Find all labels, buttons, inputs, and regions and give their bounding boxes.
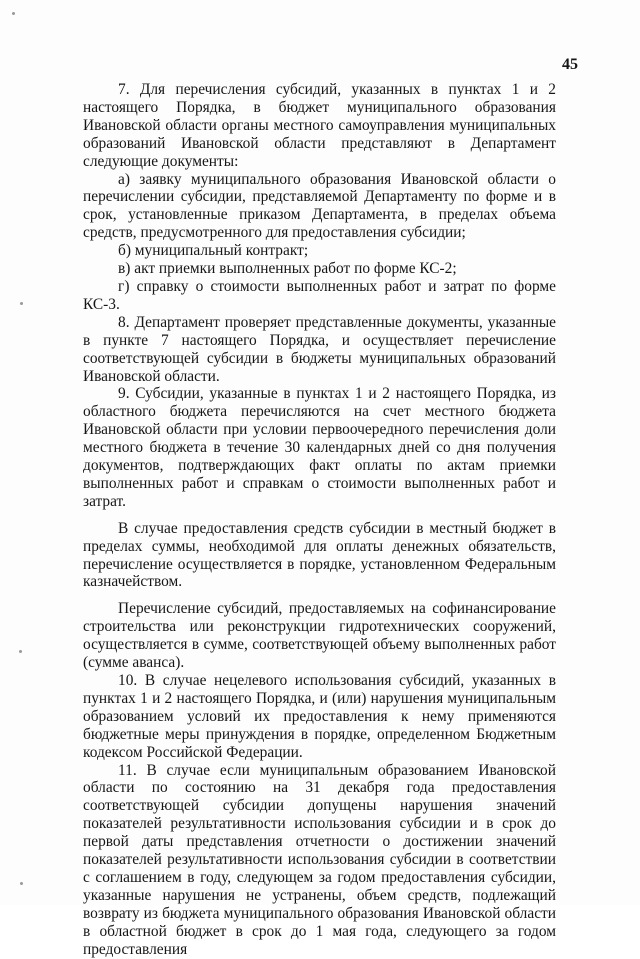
list-item-v: в) акт приемки выполненных работ по форме КС-2; bbox=[118, 260, 457, 278]
paragraph-10: 10. В случае нецелевого использования субсидий, указанных в пунктах 1 и 2 настоящего Порядка, и (или) нарушения муниципальным образованием условий их предоставления к нему применяются бюджетные меры принуждения в порядке, определенном Бюджетным кодексом Российской Федерации. bbox=[83, 672, 556, 761]
list-item-g: г) справку о стоимости выполненных работ и затрат по форме КС-3. bbox=[83, 277, 556, 313]
page-number: 45 bbox=[562, 56, 578, 73]
scan-speck bbox=[12, 12, 15, 15]
scan-speck bbox=[19, 650, 22, 653]
paragraph-8: 8. Департамент проверяет представленные документы, указанные в пункте 7 настоящего Порядка, и осуществляет перечисление соответствующей субсидии в бюджеты муниципальных образований Ивановской области. bbox=[83, 313, 556, 385]
scan-speck bbox=[20, 302, 23, 305]
document-body bbox=[83, 81, 556, 959]
list-item-b: б) муниципальный контракт; bbox=[118, 242, 309, 260]
paragraph-9: 9. Субсидии, указанные в пунктах 1 и 2 настоящего Порядка, из областного бюджета перечисляются на счет местного бюджета Ивановской области при условии первоочередного перечисления доли местного бюджета в течение 30 календарных дней со дня получения документов, подтверждающих факт оплаты по актам приемки выполненных работ и справкам о стоимости выполненных работ и затрат. bbox=[83, 385, 556, 510]
list-item-a: а) заявку муниципального образования Ивановской области о перечислении субсидии, представляемой Департаменту по форме и в срок, установленные приказом Департамента, в пределах объема средств, предусмотренного для предоставления субсидии; bbox=[83, 170, 556, 242]
paragraph-11: 11. В случае если муниципальным образованием Ивановской области по состоянию на 31 декабря года предоставления соответствующей субсидии допущены нарушения значений показателей результативности использования субсидии и в срок до первой даты представления отчетности о достижении значений показателей результативности использования субсидии в соответствии с соглашением в году, следующем за годом предоставления субсидии, указанные нарушения не устранены, объем средств, подлежащий возврату из бюджета муниципального образования Ивановской области в областной бюджет в срок до 1 мая года, следующего за годом предоставления bbox=[83, 761, 556, 958]
scan-speck bbox=[20, 882, 23, 885]
paragraph-9-cont-2: Перечисление субсидий, предоставляемых на софинансирование строительства или реконструкции гидротехнических сооружений, осуществляется в сумме, соответствующей объему выполненных работ (сумме аванса). bbox=[83, 600, 556, 672]
paragraph-7: 7. Для перечисления субсидий, указанных в пунктах 1 и 2 настоящего Порядка, в бюджет муниципального образования Ивановской области органы местного самоуправления муниципальных образований Ивановской области представляют в Департамент следующие документы: bbox=[83, 81, 556, 170]
paragraph-9-cont-1: В случае предоставления средств субсидии в местный бюджет в пределах суммы, необходимой для оплаты денежных обязательств, перечисление осуществляется в порядке, установленном Федеральным казначейством. bbox=[83, 519, 556, 591]
